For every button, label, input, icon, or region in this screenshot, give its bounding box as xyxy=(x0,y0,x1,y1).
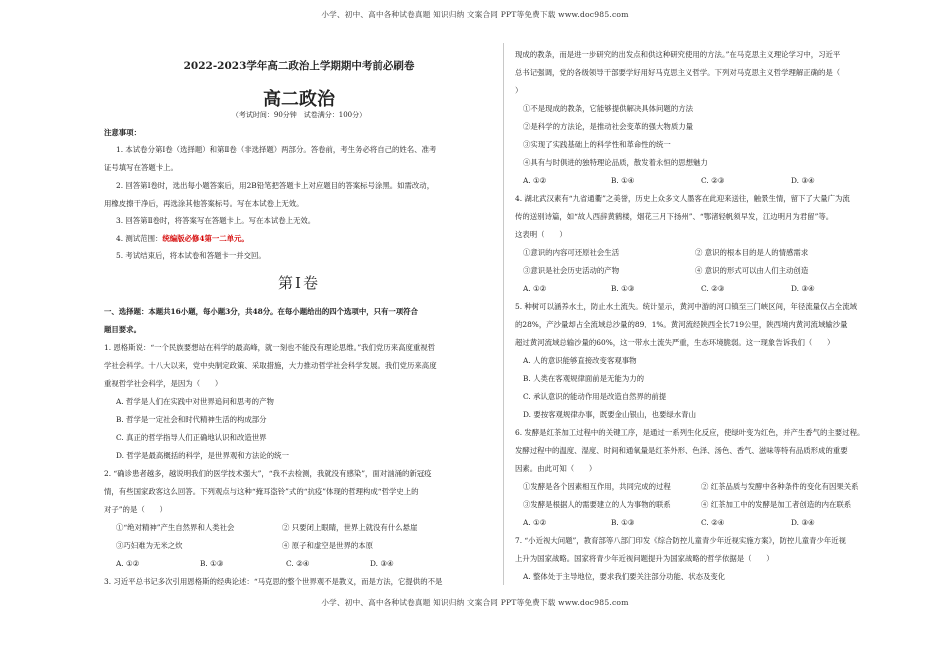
q2-stem-line-3: 对子”的是（ ） xyxy=(104,505,167,514)
note-4 xyxy=(116,234,249,244)
q5-stem-line-3: 超过黄河流域总输沙量的60%，这一带水土流失严重，生态环境脆弱。这一现象告诉我们（ ） xyxy=(515,338,835,347)
q5-option-c: C. 承认意识的能动作用是改造自然界的前提 xyxy=(523,392,667,401)
q2-answer-c: C. ②④ xyxy=(286,559,310,568)
q4-stem-line-2: 传的送别诗篇，如“故人西辞黄鹤楼，烟花三月下扬州”、“鄂渚轻帆须早发，江边明月为君留”等。 xyxy=(515,212,834,221)
column-divider xyxy=(503,43,504,585)
q1-stem-line-2: 学社会科学。十八大以来，党中央制定政策、采取措施，大力推动哲学社会科学发展。我们党历来高度 xyxy=(104,361,437,370)
q3-statement-4: ④具有与时俱进的独特理论品质，散发着永恒的思想魅力 xyxy=(523,158,708,167)
q2-statement-4: ④ 原子和虚空是世界的本原 xyxy=(282,541,374,550)
q2-answer-a: A. ①② xyxy=(116,559,140,568)
q2-statement-2: ② 只要闭上眼睛，世界上就没有什么悬崖 xyxy=(282,523,418,532)
q1-stem-line-3: 重视哲学社会科学，是因为（ ） xyxy=(104,379,223,388)
q3-statement-1: ①不是现成的教条，它能够提供解决具体问题的方法 xyxy=(523,104,693,113)
note-1-line-2: 证号填写在答题卡上。 xyxy=(104,163,178,172)
q2-statement-1: ①“绝对精神”产生自然界和人类社会 xyxy=(116,523,235,532)
page-footer-banner: 小学、初中、高中各种试卷真题 知识归纳 文案合同 PPT等免费下载 www.doc985.com xyxy=(321,598,629,607)
q4-answer-a: A. ①② xyxy=(523,284,547,293)
section-1-instructions-line-2: 题目要求。 xyxy=(104,325,141,334)
note-3: 3. 回答第Ⅱ卷时，将答案写在答题卡上。写在本试卷上无效。 xyxy=(116,216,316,225)
q4-statement-3: ③意识是社会历史活动的产物 xyxy=(523,266,620,275)
q1-option-b: B. 哲学是一定社会和时代精神生活的构成部分 xyxy=(116,415,267,424)
q4-stem-line-3: 这表明（ ） xyxy=(515,230,567,239)
q5-stem-line-1: 5. 种树可以涵养水土，防止水土流失。统计显示，黄河中游的河口镇至三门峡区间，年径流量仅占全流域 xyxy=(515,302,857,311)
q2-answer-d: D. ③④ xyxy=(370,559,394,568)
q6-stem-line-2: 发酵过程中的温度、湿度、时间和通氧量是红茶外形、色泽、汤色、香气、滋味等特有品质形成的重要 xyxy=(515,446,848,455)
q6-answer-a: A. ①② xyxy=(523,518,547,527)
q1-stem-line-1: 1. 恩格斯说：“一个民族要想站在科学的最高峰，就一刻也不能没有理论思维。”我们党历来高度重视哲 xyxy=(104,343,436,352)
q3-answer-a: A. ①② xyxy=(523,176,547,185)
q2-stem-line-1: 2. “确诊患者越多，越说明我们的医学技术强大”，“我不去检测，我就没有感染”，面对汹涌的新冠疫 xyxy=(104,469,432,478)
q6-stem-line-1: 6. 发酵是红茶加工过程中的关键工序，是通过一系列生化反应，使绿叶变为红色，并产生香气的主要过程。 xyxy=(515,428,865,437)
section-1-instructions-line-1: 一、选择题：本题共16小题，每小题3分，共48分。在每小题给出的四个选项中，只有一项符合 xyxy=(104,307,418,316)
q2-answer-b: B. ①③ xyxy=(200,559,224,568)
q1-option-d: D. 哲学是最高概括的科学，是世界观和方法论的统一 xyxy=(116,451,289,460)
note-5: 5. 考试结束后，将本试卷和答题卡一并交回。 xyxy=(116,251,266,260)
q6-answer-b: B. ①③ xyxy=(611,518,635,527)
q6-statement-4: ④ 红茶加工中的发酵是加工者创造的内在联系 xyxy=(701,500,852,509)
q3-answer-c: C. ②③ xyxy=(701,176,725,185)
q3-stem-line-2: 现成的教条，而是进一步研究的出发点和供这种研究使用的方法。”在马克思主义理论学习中，习近平 xyxy=(515,50,841,59)
note-4-prefix: 4. 测试范围： xyxy=(116,234,163,243)
q6-answer-c: C. ②④ xyxy=(701,518,725,527)
q6-statement-1: ①发酵是各个因素相互作用，共同完成的过程 xyxy=(523,482,671,491)
q2-stem-line-2: 情，有些国家政客这么回答。下列观点与这种“掩耳盗铃”式的“抗疫”体现的哲理构成“哲学史上的 xyxy=(104,487,419,496)
q5-stem-line-2: 的28%，产沙量却占全流域总沙量的89．1%。黄河流经陕西全长719公里，陕西境内黄河流域输沙量 xyxy=(515,320,848,329)
q4-answer-d: D. ③④ xyxy=(791,284,815,293)
q6-statement-3: ③发酵是根据人的需要建立的人为事物的联系 xyxy=(523,500,671,509)
q3-stem-line-4: ） xyxy=(515,86,523,95)
q4-answer-c: C. ②③ xyxy=(701,284,725,293)
q4-answer-b: B. ①③ xyxy=(611,284,635,293)
exam-title: 2022-2023学年高二政治上学期期中考前必刷卷 xyxy=(183,60,415,72)
note-2-line-2: 用橡皮擦干净后，再选涂其他答案标号。写在本试卷上无效。 xyxy=(104,199,304,208)
q5-option-b: B. 人类在客观规律面前是无能为力的 xyxy=(523,374,644,383)
q3-answer-d: D. ③④ xyxy=(791,176,815,185)
q3-stem-line-1: 3. 习近平总书记多次引用恩格斯的经典论述：“马克思的整个世界观不是教义，而是方法，它提供的不是 xyxy=(104,577,443,586)
page-header-banner: 小学、初中、高中各种试卷真题 知识归纳 文案合同 PPT等免费下载 www.doc985.com xyxy=(321,10,629,19)
q6-statement-2: ② 红茶品质与发酵中各种条件的变化有因果关系 xyxy=(701,482,859,491)
q4-stem-line-1: 4. 湖北武汉素有“九省通衢”之美誉，历史上众多文人墨客在此迎来送往，触景生情，留下了大量广为流 xyxy=(515,194,850,203)
notes-heading: 注意事项： xyxy=(104,128,141,137)
q6-stem-line-3: 因素。由此可知（ ） xyxy=(515,464,597,473)
q3-answer-b: B. ①④ xyxy=(611,176,635,185)
q4-statement-2: ② 意识的根本目的是人的情感需求 xyxy=(695,248,809,257)
q2-statement-3: ③巧妇难为无米之炊 xyxy=(116,541,183,550)
test-range: 统编版必修4第一二单元。 xyxy=(162,234,249,243)
q1-option-c: C. 真正的哲学指导人们正确地认识和改造世界 xyxy=(116,433,267,442)
q3-stem-line-3: 总书记强调，党的各级领导干部要学好用好马克思主义哲学。下列对马克思主义哲学理解正确的是（ xyxy=(515,68,841,77)
q1-option-a: A. 哲学是人们在实践中对世界追问和思考的产物 xyxy=(116,397,274,406)
q4-statement-1: ①意识的内容可还原社会生活 xyxy=(523,248,620,257)
q7-stem-line-2: 上升为国家战略。国家将青少年近视问题提升为国家战略的哲学依据是（ ） xyxy=(515,554,774,563)
note-1-line-1: 1. 本试卷分第Ⅰ卷（选择题）和第Ⅱ卷（非选择题）两部分。答卷前，考生务必将自己的姓名、准考 xyxy=(116,145,437,154)
q7-option-a: A. 整体处于主导地位，要求我们要关注部分功能、状态及变化 xyxy=(523,572,726,581)
q6-answer-d: D. ③④ xyxy=(791,518,815,527)
q4-statement-4: ④ 意识的形式可以由人们主动创造 xyxy=(695,266,809,275)
q5-option-d: D. 要按客观规律办事，既要金山银山，也要绿水青山 xyxy=(523,410,696,419)
q3-statement-2: ②是科学的方法论，是推动社会变革的强大物质力量 xyxy=(523,122,693,131)
note-2-line-1: 2. 回答第Ⅰ卷时，选出每小题答案后，用2B铅笔把答题卡上对应题目的答案标号涂黑。如需改动， xyxy=(116,181,435,190)
exam-time: （考试时间：90分钟 试卷满分：100分） xyxy=(231,111,367,119)
section-heading-juan-1: 第Ⅰ卷 xyxy=(278,274,320,292)
subject-title: 高二政治 xyxy=(263,89,335,110)
q3-statement-3: ③实现了实践基础上的科学性和革命性的统一 xyxy=(523,140,671,149)
q5-option-a: A. 人的意识能够直接改变客观事物 xyxy=(523,356,637,365)
q7-stem-line-1: 7. “小近视大问题”，教育部等八部门印发《综合防控儿童青少年近视实施方案》，防控儿童青少年近视 xyxy=(515,536,847,545)
